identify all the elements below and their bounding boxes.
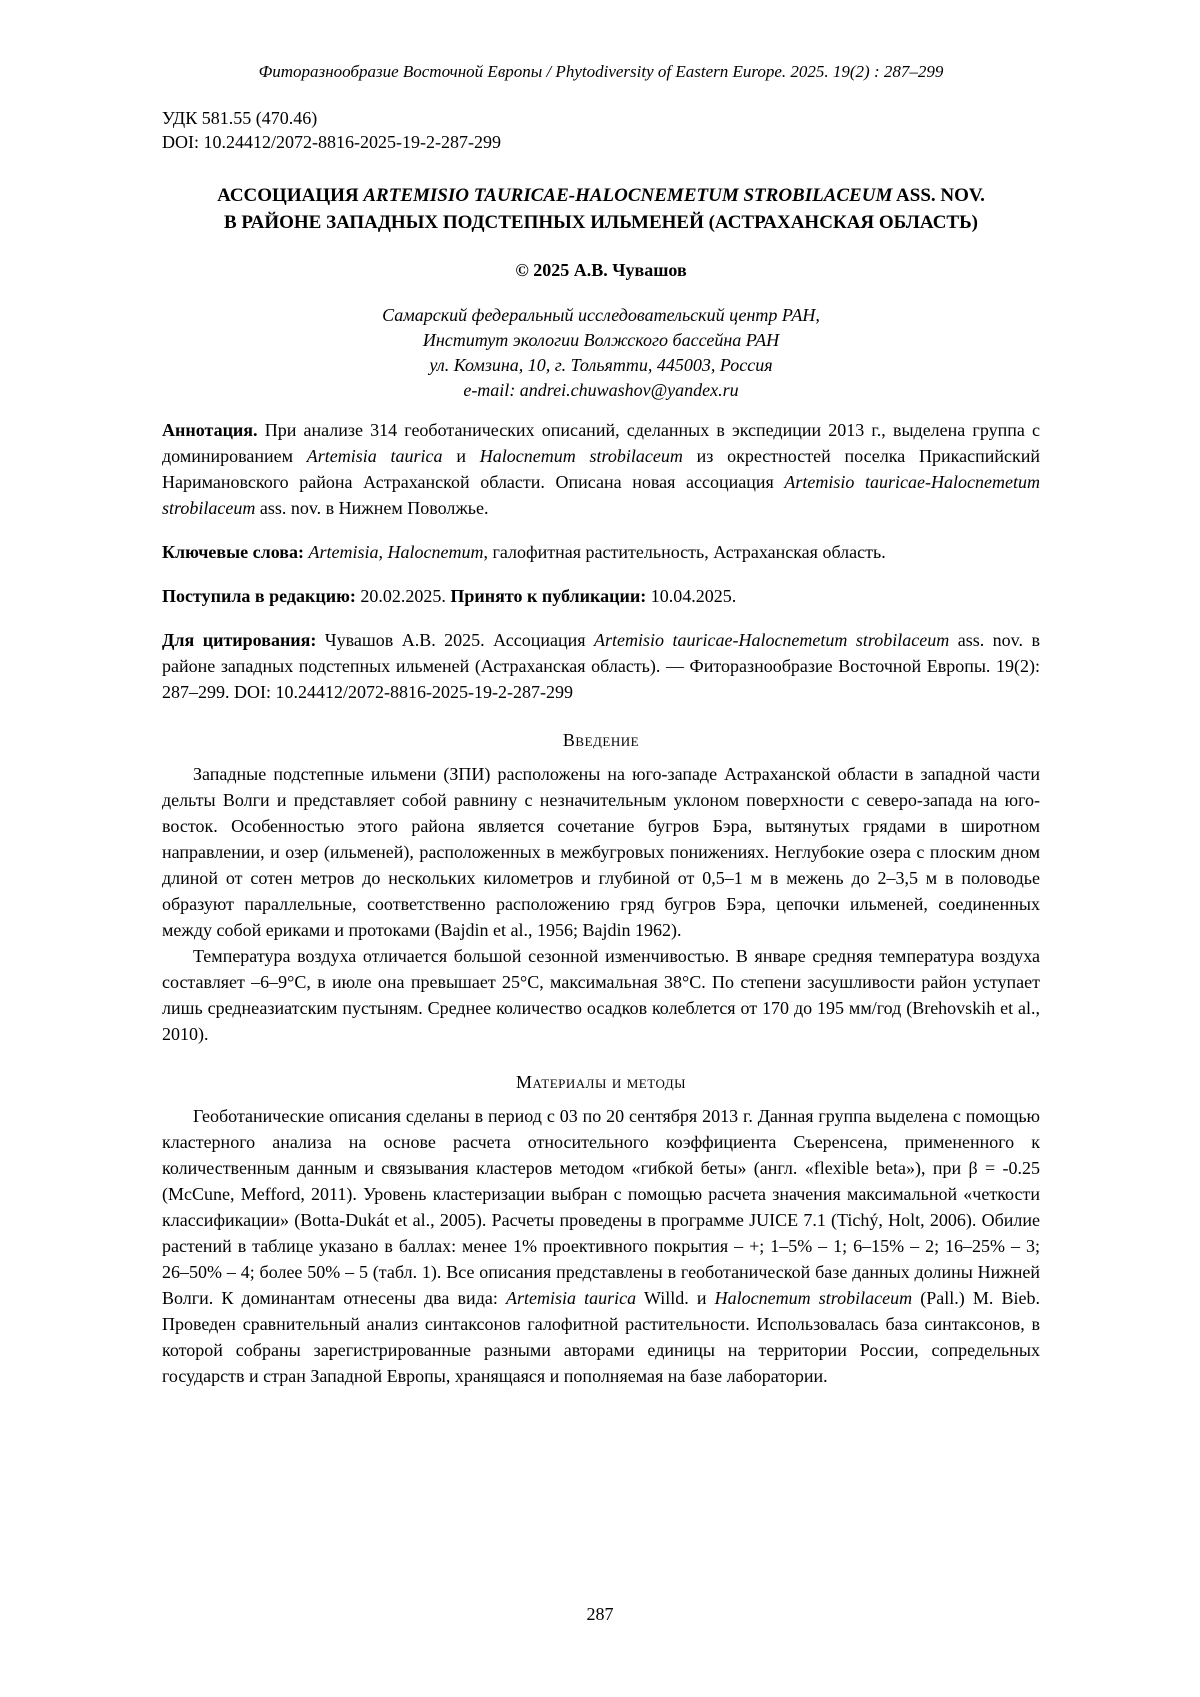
citation-paragraph: Для цитирования: Чувашов А.В. 2025. Ассоциация Artemisio tauricae-Halocnemetum strobilaceum ass. nov. в районе западных подстепных ильменей (Астраханская область). — Фиторазнообразие Восточной Европы. 19(2): 287–299. DOI: 10.24412/2072-8816-2025-19-2-287-299 <box>162 630 1040 702</box>
introduction-paragraph-2: Температура воздуха отличается большой сезонной изменчивостью. В январе средняя температура воздуха составляет –6–9°С, в июле она превышает 25°С, максимальная 38°С. По степени засушливости район уступает лишь среднеазиатским пустыням. Среднее количество осадков колеблется от 170 до 195 мм/год (Brehovskih et al., 2010). <box>162 946 1040 1044</box>
udk-doi-block <box>162 106 1040 154</box>
affiliation-line-3: ул. Комзина, 10, г. Тольятти, 445003, Россия <box>429 355 773 375</box>
page-number: 287 <box>586 1604 614 1624</box>
journal-header: Фиторазнообразие Восточной Европы / Phytodiversity of Eastern Europe. 2025. 19(2) : 287–299 <box>258 62 944 81</box>
section-heading-introduction: Введение <box>562 730 640 750</box>
article-title <box>162 182 1040 236</box>
article-title-line-2: В РАЙОНЕ ЗАПАДНЫХ ПОДСТЕПНЫХ ИЛЬМЕНЕЙ (АСТРАХАНСКАЯ ОБЛАСТЬ) <box>224 212 978 233</box>
keywords-paragraph: Ключевые слова: Artemisia, Halocnemum, галофитная растительность, Астраханская область. <box>162 542 886 562</box>
affiliation-line-2: Институт экологии Волжского бассейна РАН <box>422 330 780 350</box>
introduction-paragraph-1: Западные подстепные ильмени (ЗПИ) расположены на юго-западе Астраханской области в западной части дельты Волги и представляет собой равнину с незначительным уклоном поверхности с северо-запада на юго-восток. Особенностью этого района является сочетание бугров Бэра, вытянутых грядами в широтном направлении, и озер (ильменей), расположенных в межбугровых понижениях. Неглубокие озера с плоским дном длиной от сотен метров до нескольких километров и глубиной от 0,5–1 м в межень до 2–3,5 м в половодье образуют параллельные, соответственно расположению гряд бугров Бэра, цепочки ильменей, соединенных между собой ериками и протоками (Bajdin et al., 1956; Bajdin 1962). <box>162 764 1040 940</box>
methods-paragraph-1: Геоботанические описания сделаны в период с 03 по 20 сентября 2013 г. Данная группа выделена с помощью кластерного анализа на основе расчета относительного коэффициента Съеренсена, примененного к количественным данным и связывания кластеров методом «гибкой беты» (англ. «flexible beta»), при β = -0.25 (McCune, Mefford, 2011). Уровень кластеризации выбран с помощью расчета значения максимальной «четкости классификации» (Botta-Dukát et al., 2005). Расчеты проведены в программе JUICE 7.1 (Tichý, Holt, 2006). Обилие растений в таблице указано в баллах: менее 1% проективного покрытия – +; 1–5% – 1; 6–15% – 2; 16–25% – 3; 26–50% – 4; более 50% – 5 (табл. 1). Все описания представлены в геоботанической базе данных долины Нижней Волги. К доминантам отнесены два вида: Artemisia taurica Willd. и Halocnemum strobilaceum (Pall.) M. Bieb. Проведен сравнительный анализ синтаксонов галофитной растительности. Использовалась база синтаксонов, в которой собраны зарегистрированные разными авторами единицы на территории России, сопредельных государств и стран Западной Европы, хранящаяся и пополняемая на базе лаборатории. <box>162 1106 1040 1386</box>
abstract-paragraph: Аннотация. При анализе 314 геоботанических описаний, сделанных в экспедиции 2013 г., выделена группа с доминированием Artemisia taurica и Halocnemum strobilaceum из окрестностей поселка Прикаспийский Наримановского района Астраханской области. Описана новая ассоциация Artemisio tauricae-Halocnemetum strobilaceum ass. nov. в Нижнем Поволжье. <box>162 420 1040 518</box>
copyright-author-line: © 2025 А.В. Чувашов <box>515 260 687 280</box>
affiliation-block <box>162 303 1040 403</box>
doi-line: DOI: 10.24412/2072-8816-2025-19-2-287-299 <box>162 132 501 152</box>
article-title-line-1: АССОЦИАЦИЯ ARTEMISIO TAURICAE-HALOCNEMETUM STROBILACEUM ASS. NOV. <box>217 185 985 206</box>
dates-paragraph: Поступила в редакцию: 20.02.2025. Принято к публикации: 10.04.2025. <box>162 586 737 606</box>
section-heading-methods: Материалы и методы <box>516 1072 686 1092</box>
affiliation-line-1: Самарский федеральный исследовательский центр РАН, <box>382 305 820 325</box>
udk-number: УДК 581.55 (470.46) <box>162 108 318 128</box>
affiliation-email-line: e-mail: andrei.chuwashov@yandex.ru <box>463 380 739 400</box>
